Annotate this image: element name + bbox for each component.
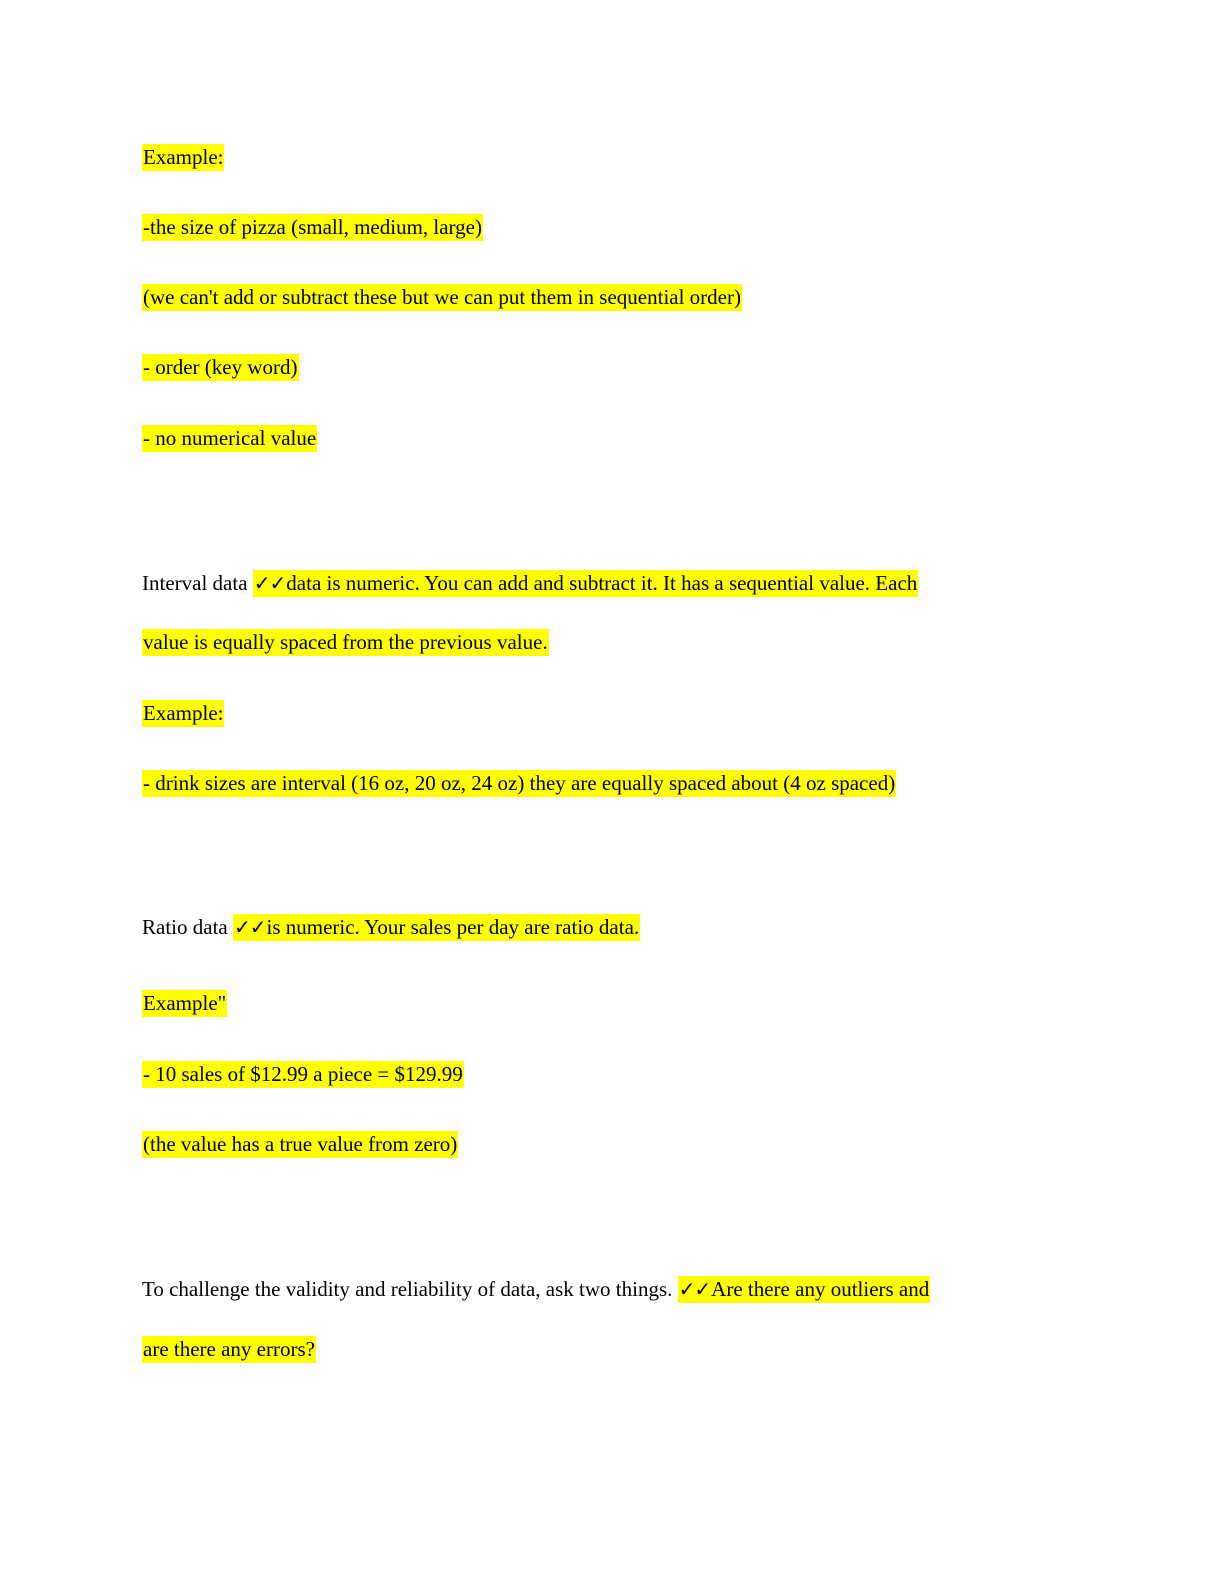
pizza-size-example: -the size of pizza (small, medium, large) xyxy=(143,215,482,239)
true-zero-note: (the value has a true value from zero) xyxy=(143,1132,458,1156)
ratio-definition: is numeric. Your sales per day are ratio data. xyxy=(266,915,640,939)
double-check-icon: ✓✓ xyxy=(233,915,266,939)
double-check-icon: ✓✓ xyxy=(253,571,286,595)
no-numerical-value: - no numerical value xyxy=(143,426,317,450)
interval-example-label: Example: xyxy=(143,701,224,725)
sales-calculation-example: - 10 sales of $12.99 a piece = $129.99 xyxy=(143,1062,463,1086)
ordinal-line-1 xyxy=(142,212,483,242)
interval-example-label-line xyxy=(142,698,224,728)
ratio-example-label: Example" xyxy=(143,991,227,1015)
drink-sizes-example: - drink sizes are interval (16 oz, 20 oz, 24 oz) they are equally spaced about (4 oz spaced) xyxy=(143,771,896,795)
validity-answer-part-2: are there any errors? xyxy=(143,1337,315,1361)
ordinal-line-3 xyxy=(142,352,299,382)
ratio-line-1 xyxy=(142,1059,464,1089)
interval-example-line xyxy=(142,768,896,798)
validity-question: To challenge the validity and reliability of data, ask two things. xyxy=(142,1277,678,1301)
validity-answer-part-1: Are there any outliers and xyxy=(711,1277,930,1301)
validity-question-line xyxy=(142,1274,930,1304)
ordinal-example-label: Example: xyxy=(143,145,224,169)
validity-answer-line-2 xyxy=(142,1334,316,1364)
ordinal-line-2 xyxy=(142,282,742,312)
interval-definition-line-2 xyxy=(142,627,549,657)
interval-definition-part-2: value is equally spaced from the previous value. xyxy=(143,630,548,654)
interval-definition-part-1: data is numeric. You can add and subtract it. It has a sequential value. Each xyxy=(286,571,918,595)
ratio-definition-line xyxy=(142,912,640,942)
ordinal-example-label-line xyxy=(142,142,224,172)
ratio-term: Ratio data xyxy=(142,915,233,939)
ordinal-line-4 xyxy=(142,423,317,453)
sequential-order-note: (we can't add or subtract these but we can put them in sequential order) xyxy=(143,285,741,309)
interval-definition-line-1 xyxy=(142,568,918,598)
order-key-word: - order (key word) xyxy=(143,355,298,379)
ratio-line-2 xyxy=(142,1129,458,1159)
double-check-icon: ✓✓ xyxy=(678,1277,711,1301)
interval-term: Interval data xyxy=(142,571,253,595)
ratio-example-label-line xyxy=(142,988,227,1018)
